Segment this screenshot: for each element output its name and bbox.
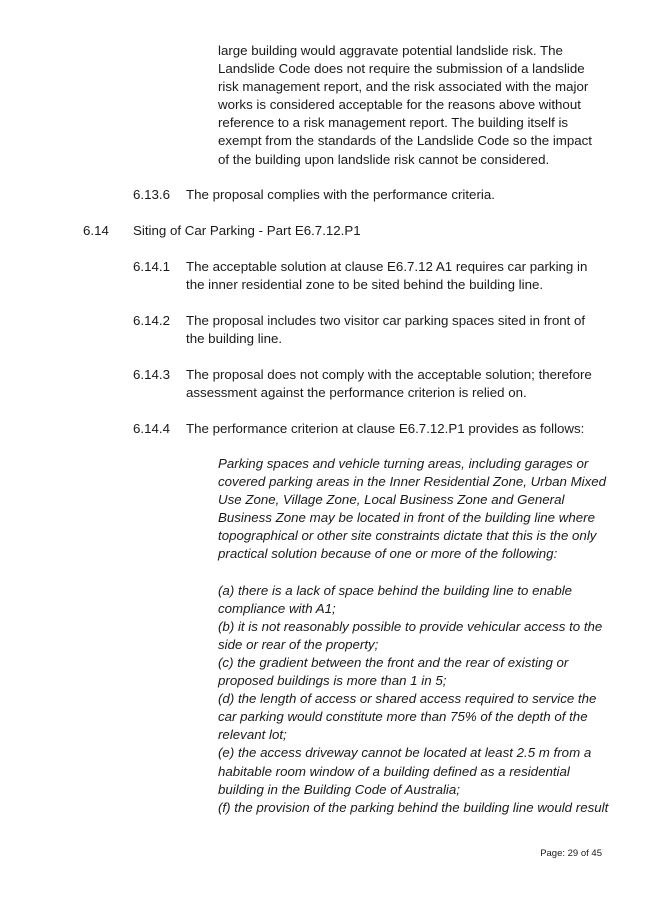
- section-number: 6.14: [83, 223, 109, 238]
- section-heading: Siting of Car Parking - Part E6.7.12.P1: [133, 223, 361, 238]
- clause-number: 6.14.1: [133, 259, 170, 274]
- quote-item: (e) the access driveway cannot be located at least 2.5 m from a habitable room window of a building defined as a residential building in the Building Code of Australia;: [218, 745, 592, 797]
- quote-item: (f) the provision of the parking behind the building line would result: [218, 799, 609, 815]
- clause-number: 6.13.6: [133, 187, 170, 202]
- quote-item: (c) the gradient between the front and the rear of existing or proposed buildings is more than 1 in 5;: [218, 654, 569, 689]
- quote-item: (d) the length of access or shared access required to service the car parking would constitute more than 75% of the depth of the relevant lot;: [218, 691, 597, 743]
- clause-number: 6.14.4: [133, 421, 170, 436]
- clause-text: The proposal does not comply with the acceptable solution; therefore assessment against the performance criterion is relied on.: [186, 367, 592, 401]
- clause-text: The performance criterion at clause E6.7.12.P1 provides as follows:: [186, 421, 585, 436]
- clause-number: 6.14.3: [133, 367, 170, 382]
- quoted-criterion: [218, 455, 613, 817]
- continuation-paragraph: large building would aggravate potential landslide risk. The Landslide Code does not require the submission of a landslide risk management report, and the risk associated with the major works is considered acceptable for the reasons above without reference to a risk management report. The building itself is exempt from the standards of the Landslide Code so the impact of the building upon landslide risk cannot be considered.: [218, 43, 593, 167]
- clause-text: The acceptable solution at clause E6.7.12 A1 requires car parking in the inner residential zone to be sited behind the building line.: [186, 259, 588, 293]
- page-number: Page: 29 of 45: [540, 848, 602, 859]
- clause-text: The proposal complies with the performance criteria.: [186, 187, 495, 202]
- quote-intro: Parking spaces and vehicle turning areas, including garages or covered parking areas in the Inner Residential Zone, Urban Mixed Use Zone, Village Zone, Local Business Zone and General Business Zone may be located in front of the building line where topographical or other site constraints dictate that this is the only practical solution because of one or more of the following:: [218, 456, 607, 562]
- clause-number: 6.14.2: [133, 313, 170, 328]
- quote-item: (a) there is a lack of space behind the building line to enable compliance with A1;: [218, 582, 573, 616]
- clause-text: The proposal includes two visitor car parking spaces sited in front of the building line.: [186, 313, 586, 347]
- quote-item: (b) it is not reasonably possible to provide vehicular access to the side or rear of the property;: [218, 618, 603, 652]
